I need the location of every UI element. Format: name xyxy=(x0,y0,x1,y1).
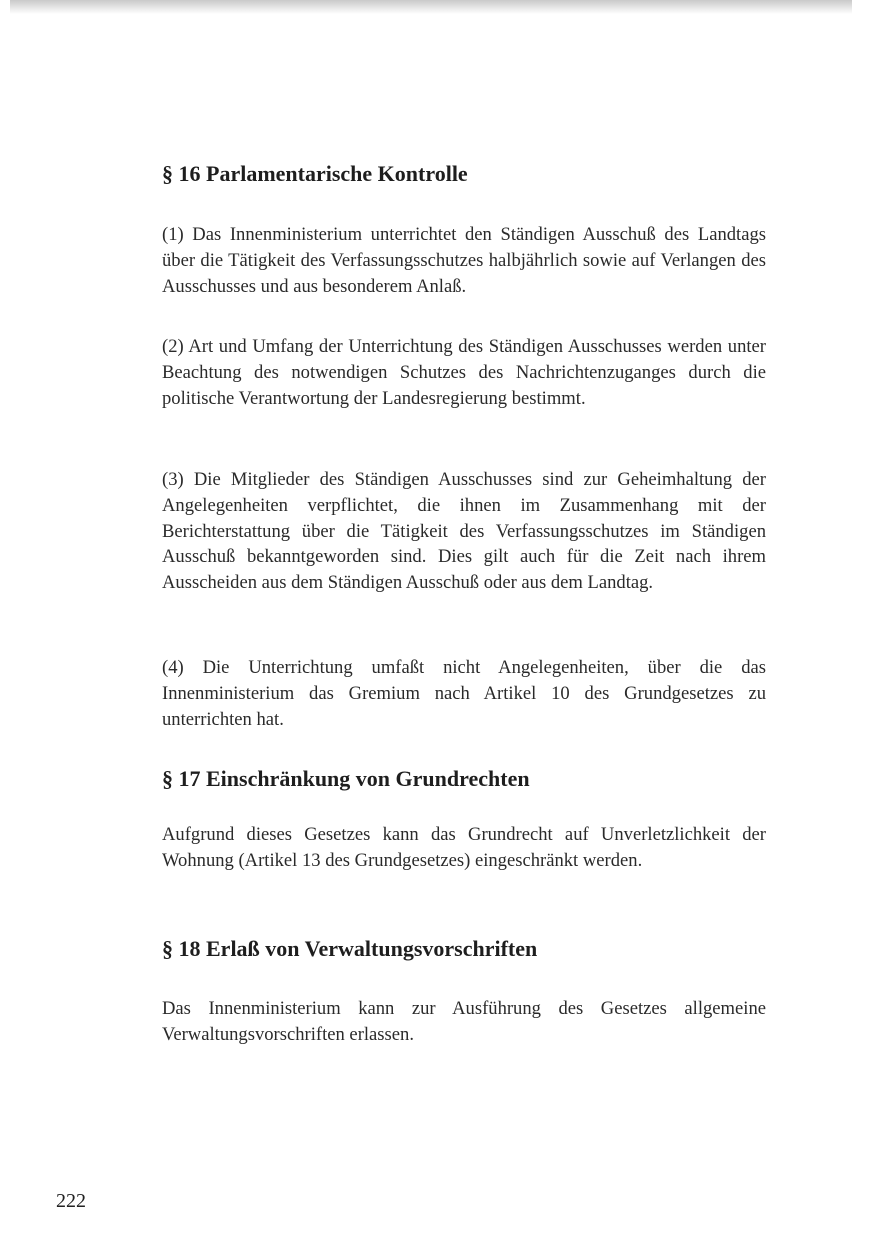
scan-edge-shadow xyxy=(10,0,852,14)
section-16-paragraph-3: (3) Die Mitglieder des Ständigen Ausschusses sind zur Geheimhaltung der Angelegenheiten verpflichtet, die ihnen im Zusammenhang mit der Berichterstattung über die Tätigkeit des Verfassungsschutzes im Ständigen Ausschuß bekanntgeworden sind. Dies gilt auch für die Zeit nach ihrem Ausscheiden aus dem Ständigen Ausschuß oder aus dem Landtag. xyxy=(162,469,766,594)
section-16-heading: § 16 Parlamentarische Kontrolle xyxy=(162,161,468,186)
section-16-paragraph-1: (1) Das Innenministerium unterrichtet den Ständigen Ausschuß des Landtags über die Tätigkeit des Verfassungsschutzes halbjährlich sowie auf Verlangen des Ausschusses und aus besonderem Anlaß. xyxy=(162,224,766,297)
section-16-paragraph-4: (4) Die Unterrichtung umfaßt nicht Angelegenheiten, über die das Innenministerium das Gremium nach Artikel 10 des Grundgesetzes zu unterrichten hat. xyxy=(162,657,766,730)
section-17-paragraph-1: Aufgrund dieses Gesetzes kann das Grundrecht auf Unverletzlichkeit der Wohnung (Artikel 13 des Grundgesetzes) eingeschränkt werden. xyxy=(162,824,766,871)
section-17-heading: § 17 Einschränkung von Grundrechten xyxy=(162,766,530,791)
section-18-paragraph-1: Das Innenministerium kann zur Ausführung des Gesetzes allgemeine Verwaltungsvorschriften erlassen. xyxy=(162,998,766,1045)
section-18-heading: § 18 Erlaß von Verwaltungsvorschriften xyxy=(162,936,538,961)
page-number: 222 xyxy=(56,1190,86,1212)
section-16-paragraph-2: (2) Art und Umfang der Unterrichtung des Ständigen Ausschusses werden unter Beachtung des notwendigen Schutzes des Nachrichtenzuganges durch die politische Verantwortung der Landesregierung bestimmt. xyxy=(162,336,766,409)
